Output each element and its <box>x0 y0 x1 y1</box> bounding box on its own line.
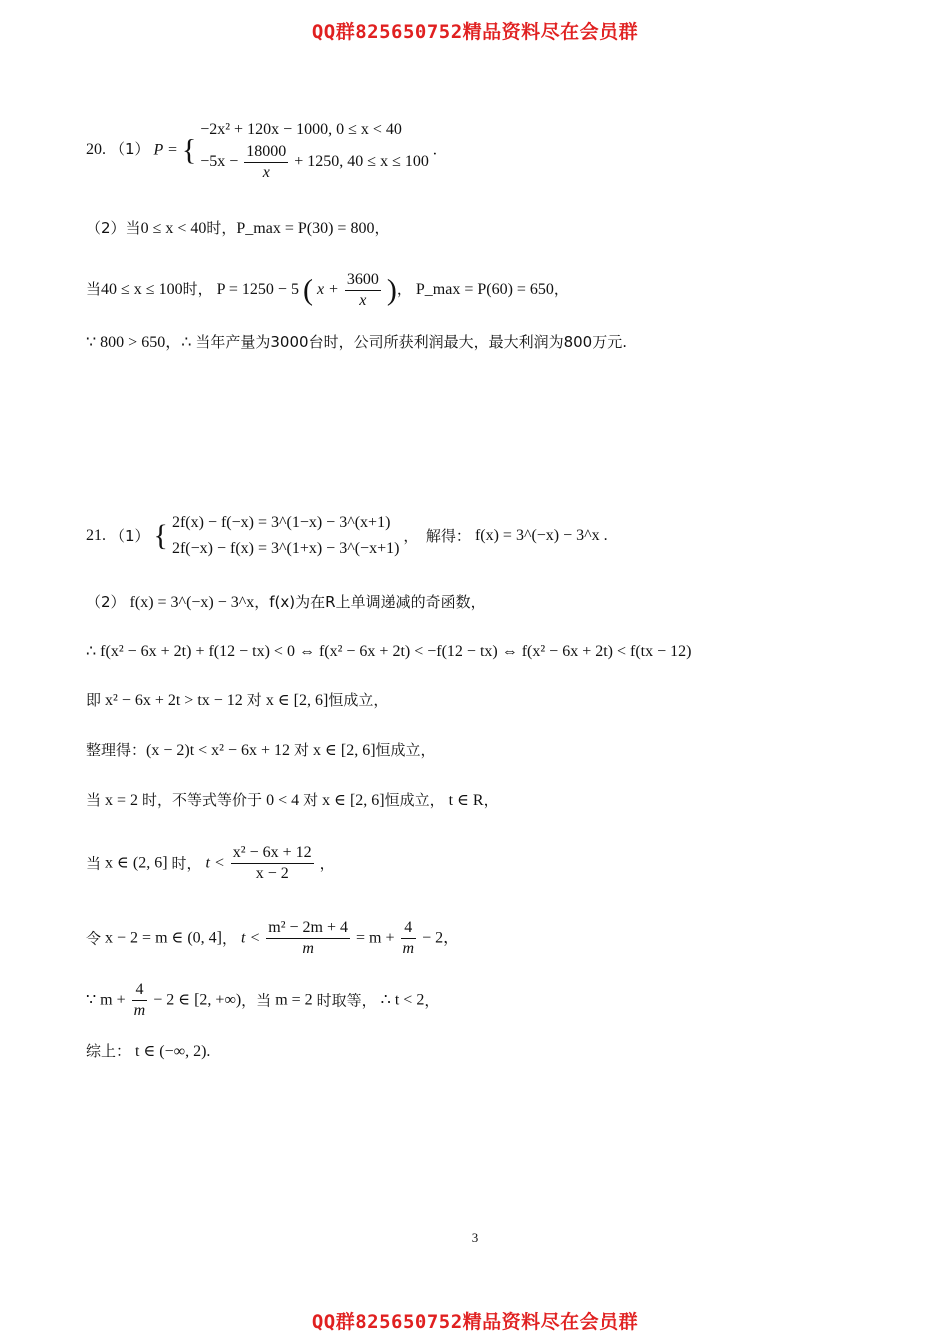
brace-icon: { <box>181 133 197 167</box>
q20-lhs: P = <box>153 141 178 159</box>
q20-piecewise <box>200 118 429 183</box>
q20-part2-line2: 当40 ≤ x ≤ 100时， P = 1250 − 5 ( x + $\frac{3600}{x}$ )， P_max = P(60) = 650， <box>86 271 569 309</box>
q21-p2-line1: （2） f(x) = 3^(−x) − 3^x，f(x)为在R上单调递减的奇函数， <box>86 593 486 611</box>
brace-icon: { <box>153 519 168 552</box>
q21-p2-line4: 整理得：(x − 2)t < x² − 6x + 12 对 x ∈ [2, 6]恒成立， <box>86 741 436 759</box>
q20-number: 20. <box>86 141 106 159</box>
q21-p2-line6: 当 x ∈ (2, 6] 时， t < $\frac{\text{x² − 6x + 12}}{x - 2}$ ， <box>86 844 335 882</box>
bottom-banner: QQ群825650752精品资料尽在会员群 <box>311 1311 639 1333</box>
q21-system <box>172 510 399 562</box>
q21-line8-fraction: $\frac{4}{m}$ <box>133 981 146 1019</box>
top-banner: QQ群825650752精品资料尽在会员群 <box>311 21 639 43</box>
q21-eq1: 2f(x) − f(−x) = 3^(1−x) − 3^(x+1) <box>171 514 391 531</box>
q20-part2-line1: （2）当0 ≤ x < 40时，P_max = P(30) = 800， <box>86 219 390 237</box>
q21-p2-line2: ∴ f(x² − 6x + 2t) + f(12 − tx) < 0 ⇔ f(x² − 6x + 2t) < −f(12 − tx) ⇔ f(x² − 6x + 2t) < f(tx − 12) <box>86 643 692 660</box>
q21-line7-fraction: $\frac{\text{m² − 2m + 4}}{m}$ <box>268 919 349 957</box>
q20-piece2-fraction: $\frac{18000}{x}$ <box>246 143 287 181</box>
q20-piece1: −2x² + 120x − 1000, 0 ≤ x < 40 <box>200 121 402 138</box>
q20-part2-fraction: $\frac{3600}{x}$ <box>346 271 379 309</box>
q21-p2-line5: 当 x = 2 时，不等式等价于 0 < 4 对 x ∈ [2, 6]恒成立， t ∈ R， <box>86 791 499 809</box>
q20-conclusion: ∵ 800 > 650，∴ 当年产量为3000台时，公司所获利润最大，最大利润为800万元. <box>86 333 627 351</box>
page-number: 3 <box>471 1230 479 1245</box>
q21-part1: 21. （1） { 2f(x) − f(−x) = 3^(1−x) − 3^(x+1) 2f(−x) − f(x) = 3^(1+x) − 3^(−x+1) ， 解得： f(x) = 3^(−x) − 3^x . <box>86 510 608 562</box>
q21-p2-line7: 令 x − 2 = m ∈ (0, 4]， t < $\frac{\text{m² − 2m + 4}}{m}$ = m + $\frac{4}{m}$ − 2， <box>86 919 460 957</box>
q21-line7-fraction2: $\frac{4}{m}$ <box>402 919 415 957</box>
q20-part1: 20. （1） P = { −2x² + 120x − 1000, 0 ≤ x < 40 −5x − $\frac{18000}{x}$ + 1250, 40 ≤ x ≤ 100 . <box>86 118 437 183</box>
q21-eq2: 2f(−x) − f(x) = 3^(1+x) − 3^(−x+1) <box>171 540 400 557</box>
q21-summary: 综上： t ∈ (−∞, 2). <box>86 1042 211 1060</box>
q21-line6-fraction: $\frac{\text{x² − 6x + 12}}{x - 2}$ <box>232 844 312 882</box>
q21-p2-line3: 即 x² − 6x + 2t > tx − 12 对 x ∈ [2, 6]恒成立， <box>86 691 389 709</box>
q20-piece2: −5x − $\frac{18000}{x}$ + 1250, 40 ≤ x ≤ 100 <box>200 143 429 181</box>
q20-part1-label: （1） <box>110 140 150 159</box>
q21-p2-line8: ∵ m + $\frac{4}{m}$ − 2 ∈ [2, +∞)，当 m = 2 时取等， ∴ t < 2， <box>86 981 440 1019</box>
q21-number: 21. <box>86 527 106 544</box>
